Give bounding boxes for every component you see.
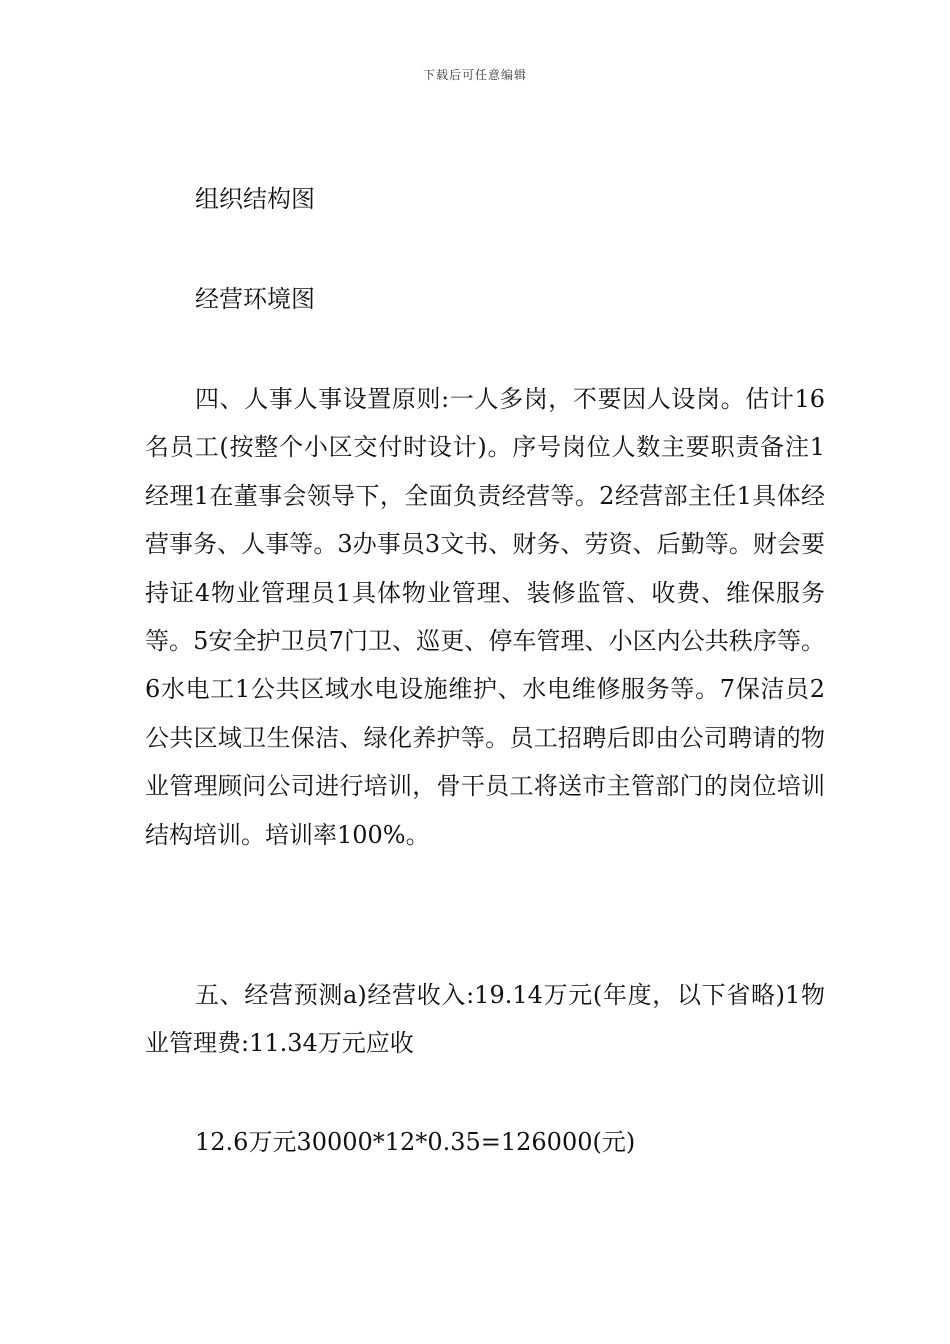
page-header: 下载后可任意编辑 — [422, 68, 527, 82]
heading-org-chart: 组织结构图 — [195, 185, 315, 213]
paragraph-personnel: 四、人事人事设置原则:一人多岗，不要因人设岗。估计16名员工(按整个小区交付时设计)。序号岗位人数主要职责备注1经理1在董事会领导下，全面负责经营等。2经营部主任1具体经营事务、人事等。3办事员3文书、财务、劳资、后勤等。财会要持证4物业管理员1具体物业管理、装修监管、收费、维保服务等。5安全护卫员7门卫、巡更、停车管理、小区内公共秩序等。6水电工1公共区域水电设施维护、水电维修服务等。7保洁员2公共区域卫生保洁、绿化养护等。员工招聘后即由公司聘请的物业管理顾问公司进行培训，骨干员工将送市主管部门的岗位培训结构培训。培训率100%。 — [145, 385, 825, 849]
heading-business-environment: 经营环境图 — [195, 285, 315, 313]
paragraph-fee-calculation: 12.6万元30000*12*0.35=126000(元) — [195, 1128, 636, 1156]
paragraph-business-forecast: 五、经营预测a)经营收入:19.14万元(年度，以下省略)1物业管理费:11.34万元应收 — [145, 981, 825, 1058]
